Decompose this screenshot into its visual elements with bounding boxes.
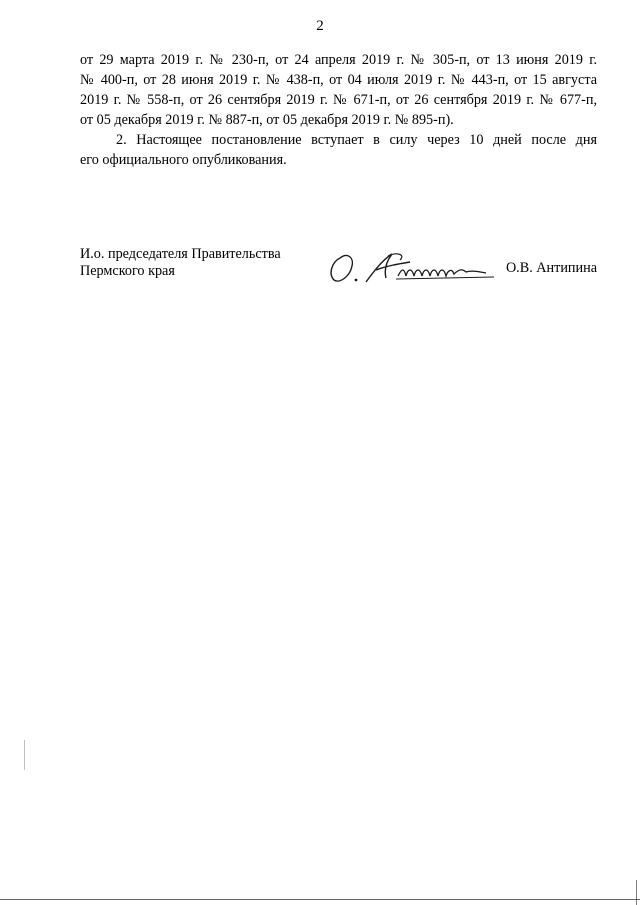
paragraph-line: 2019 г. № 558-п, от 26 сентября 2019 г. № 671-п, от 26 сентября 2019 г. № 677-п, — [80, 92, 597, 108]
scan-artifact — [636, 880, 637, 905]
paragraph-line: от 05 декабря 2019 г. № 887-п, от 05 декабря 2019 г. № 895-п). — [80, 112, 454, 128]
signatory-title — [80, 246, 320, 280]
scan-artifact — [24, 740, 25, 770]
paragraph-line: его официального опубликования. — [80, 152, 287, 168]
signatory-title-line: И.о. председателя Правительства — [80, 246, 281, 262]
paragraph-effective-date — [80, 130, 597, 170]
signatory-name: О.В. Антипина — [505, 260, 597, 276]
paragraph-line: 2. Настоящее постановление вступает в силу через 10 дней после дня — [116, 132, 597, 148]
paragraph-line: от 29 марта 2019 г. № 230-п, от 24 апреля 2019 г. № 305-п, от 13 июня 2019 г. — [80, 52, 597, 68]
page-number: 2 — [316, 18, 324, 34]
scan-artifact — [0, 899, 640, 900]
signature-block — [80, 246, 597, 306]
paragraph-line: № 400-п, от 28 июня 2019 г. № 438-п, от 04 июля 2019 г. № 443-п, от 15 августа — [80, 72, 597, 88]
signatory-title-line: Пермского края — [80, 263, 175, 279]
paragraph-amendments-list — [80, 50, 597, 130]
handwritten-signature — [326, 246, 506, 290]
